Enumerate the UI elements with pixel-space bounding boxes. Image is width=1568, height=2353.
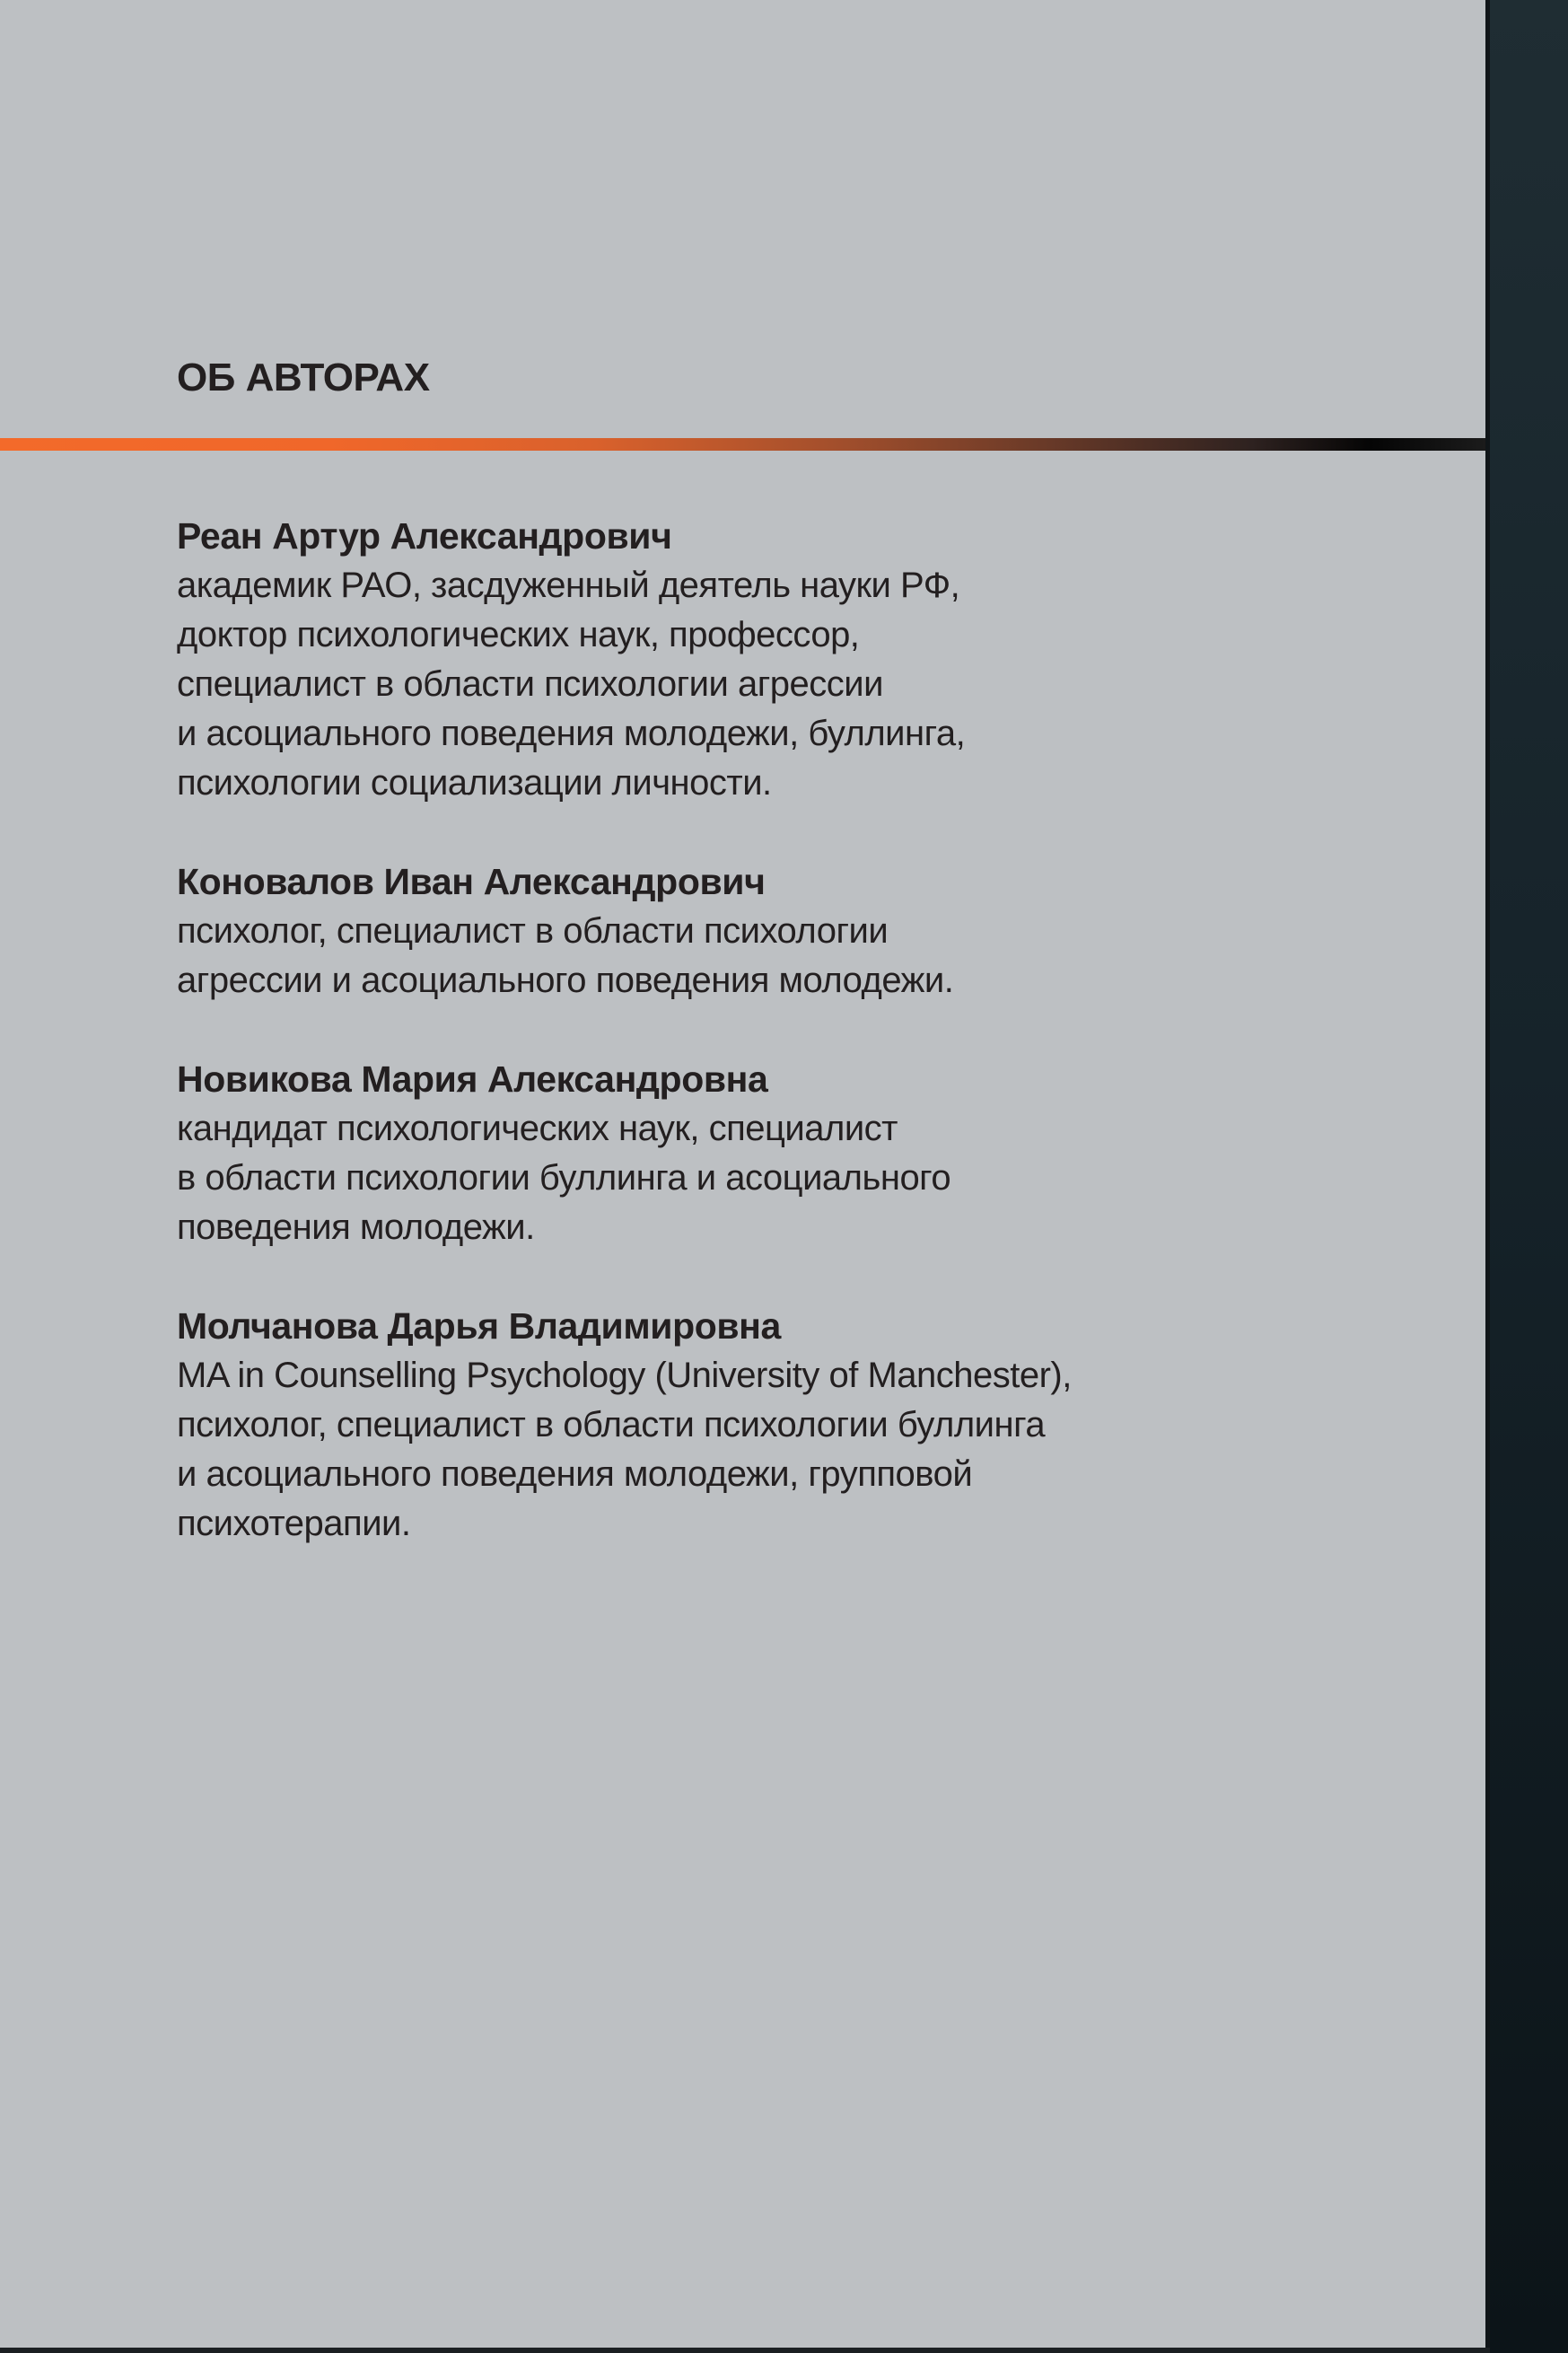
author-description-line: психологии социализации личности. — [177, 763, 772, 803]
author-name: Новикова Мария Александровна — [177, 1058, 768, 1100]
author-description-line: психотерапии. — [177, 1504, 411, 1543]
author-name: Коновалов Иван Александрович — [177, 861, 766, 902]
author-description-line: агрессии и асоциального поведения молодежи. — [177, 961, 954, 1000]
author-entry — [177, 1055, 1433, 1252]
author-name: Молчанова Дарья Владимировна — [177, 1305, 781, 1347]
author-entry — [177, 512, 1433, 808]
author-description-line: доктор психологических наук, профессор, — [177, 615, 860, 654]
accent-divider — [0, 438, 1490, 451]
author-description-line: психолог, специалист в области психологии буллинга — [177, 1405, 1046, 1444]
author-description-line: поведения молодежи. — [177, 1207, 535, 1247]
author-description-line: и асоциального поведения молодежи, буллинга, — [177, 714, 966, 753]
author-description-line: кандидат психологических наук, специалист — [177, 1109, 898, 1148]
author-description-line: специалист в области психологии агрессии — [177, 664, 883, 704]
book-spine — [1490, 0, 1568, 2353]
author-entry — [177, 857, 1433, 1005]
author-entry — [177, 1302, 1433, 1549]
author-name: Реан Артур Александрович — [177, 515, 672, 557]
author-description-line: академик РАО, засдуженный деятель науки РФ, — [177, 566, 960, 605]
author-description-line: в области психологии буллинга и асоциального — [177, 1158, 951, 1198]
author-description-line: и асоциального поведения молодежи, групповой — [177, 1454, 973, 1494]
section-title: ОБ АВТОРАХ — [177, 356, 430, 399]
author-description-line: психолог, специалист в области психологии — [177, 911, 889, 951]
author-description-line: MA in Counselling Psychology (University of Manchester), — [177, 1356, 1072, 1395]
page-bottom-edge — [0, 2348, 1490, 2353]
author-list — [177, 512, 1433, 1598]
